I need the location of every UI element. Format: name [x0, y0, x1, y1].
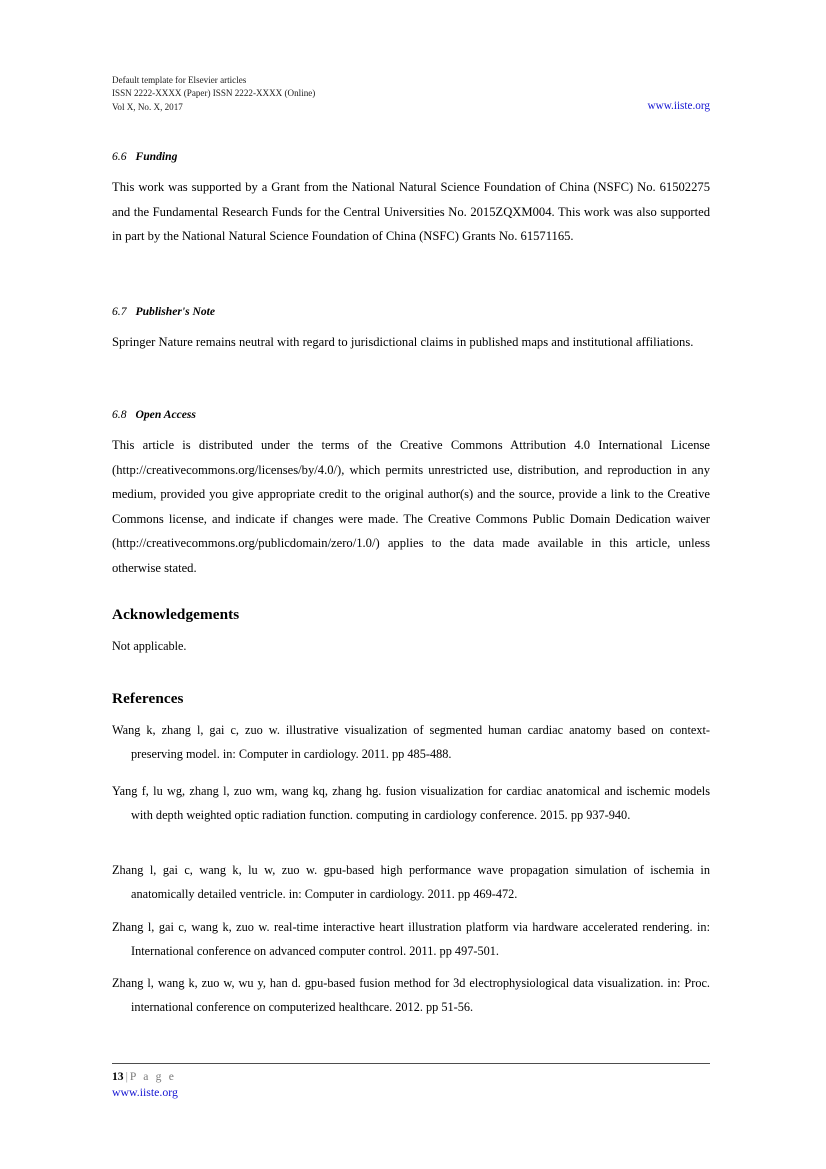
references-list [112, 779, 710, 828]
running-head-line-3: Vol X, No. X, 2017 [112, 101, 183, 112]
running-head-line-2: ISSN 2222-XXXX (Paper) ISSN 2222-XXXX (Online) [112, 88, 316, 99]
section-publishers-note-title: Publisher's Note [135, 305, 216, 318]
footer-divider [112, 1063, 710, 1064]
reference-item: Yang f, lu wg, zhang l, zuo wm, wang kq, zhang hg. fusion visualization for cardiac anatomical and ischemic models with depth weighted optic radiation function. computing in cardiology conference. 2015. pp 937-940. [112, 784, 710, 823]
acknowledgements-body-wrap [112, 637, 710, 655]
acknowledgements-body: Not applicable. [112, 639, 187, 653]
reference-item: Zhang l, wang k, zuo w, wu y, han d. gpu-based fusion method for 3d electrophysiological data visualization. in: Proc. international conference on computerized healthcare. 2012. pp 51-56. [112, 976, 710, 1015]
section-open-access-body: This article is distributed under the terms of the Creative Commons Attribution 4.0 International License (http://creativecommons.org/licenses/by/4.0/), which permits unrestricted use, distribution, and reproduction in any medium, provided you give appropriate credit to the original author(s) and the source, provide a link to the Creative Commons license, and indicate if changes were made. The Creative Commons Public Domain Dedication waiver (http://creativecommons.org/publicdomain/zero/1.0/) applies to the data made available in this article, unless otherwise stated. [112, 438, 710, 575]
section-publishers-note-number: 6.7 [112, 305, 127, 318]
running-head-lines [112, 74, 710, 114]
references-list [112, 915, 710, 964]
references-heading: References [112, 690, 184, 707]
references-section [112, 689, 710, 708]
running-head [112, 74, 710, 114]
section-publishers-note-body-wrap [112, 330, 710, 355]
section-open-access [112, 408, 710, 422]
page-footer [112, 1069, 710, 1100]
section-funding-body: This work was supported by a Grant from the National Natural Science Foundation of China (NSFC) No. 61502275 and the Fundamental Research Funds for the Central Universities No. 2015ZQXM004. This work was also supported in part by the National Natural Science Foundation of China (NSFC) Grants No. 61571165. [112, 180, 710, 244]
reference-item: Zhang l, gai c, wang k, lu w, zuo w. gpu-based high performance wave propagation simulation of ischemia in anatomically detailed ventricle. in: Computer in cardiology. 2011. pp 469-472. [112, 863, 710, 902]
footer-page-indicator [112, 1069, 710, 1084]
acknowledgements-heading: Acknowledgements [112, 606, 240, 623]
section-open-access-heading [112, 408, 710, 422]
section-publishers-note-body: Springer Nature remains neutral with regard to jurisdictional claims in published maps and institutional affiliations. [112, 335, 694, 349]
section-funding-title: Funding [135, 150, 178, 163]
references-list [112, 858, 710, 907]
section-funding-number: 6.6 [112, 150, 127, 163]
section-publishers-note [112, 305, 710, 319]
reference-item: Wang k, zhang l, gai c, zuo w. illustrative visualization of segmented human cardiac anatomy based on context-preserving model. in: Computer in cardiology. 2011. pp 485-488. [112, 723, 710, 762]
footer-separator: | [125, 1070, 128, 1083]
section-funding [112, 150, 710, 164]
section-funding-body-wrap [112, 175, 710, 249]
footer-website-link[interactable]: www.iiste.org [112, 1085, 178, 1099]
header-website-link[interactable]: www.iiste.org [647, 100, 710, 112]
references-list [112, 718, 710, 767]
section-open-access-number: 6.8 [112, 408, 127, 421]
section-publishers-note-heading [112, 305, 710, 319]
section-open-access-title: Open Access [135, 408, 196, 421]
reference-item: Zhang l, gai c, wang k, zuo w. real-time interactive heart illustration platform via hardware accelerated rendering. in: International conference on advanced computer control. 2011. pp 497-501. [112, 920, 710, 959]
references-list [112, 971, 710, 1020]
running-head-line-1: Default template for Elsevier articles [112, 75, 247, 85]
footer-page-word: P a g e [129, 1070, 177, 1083]
acknowledgements-section [112, 605, 710, 624]
footer-page-number: 13 [112, 1070, 124, 1083]
section-funding-heading [112, 150, 710, 164]
section-open-access-body-wrap [112, 433, 710, 581]
